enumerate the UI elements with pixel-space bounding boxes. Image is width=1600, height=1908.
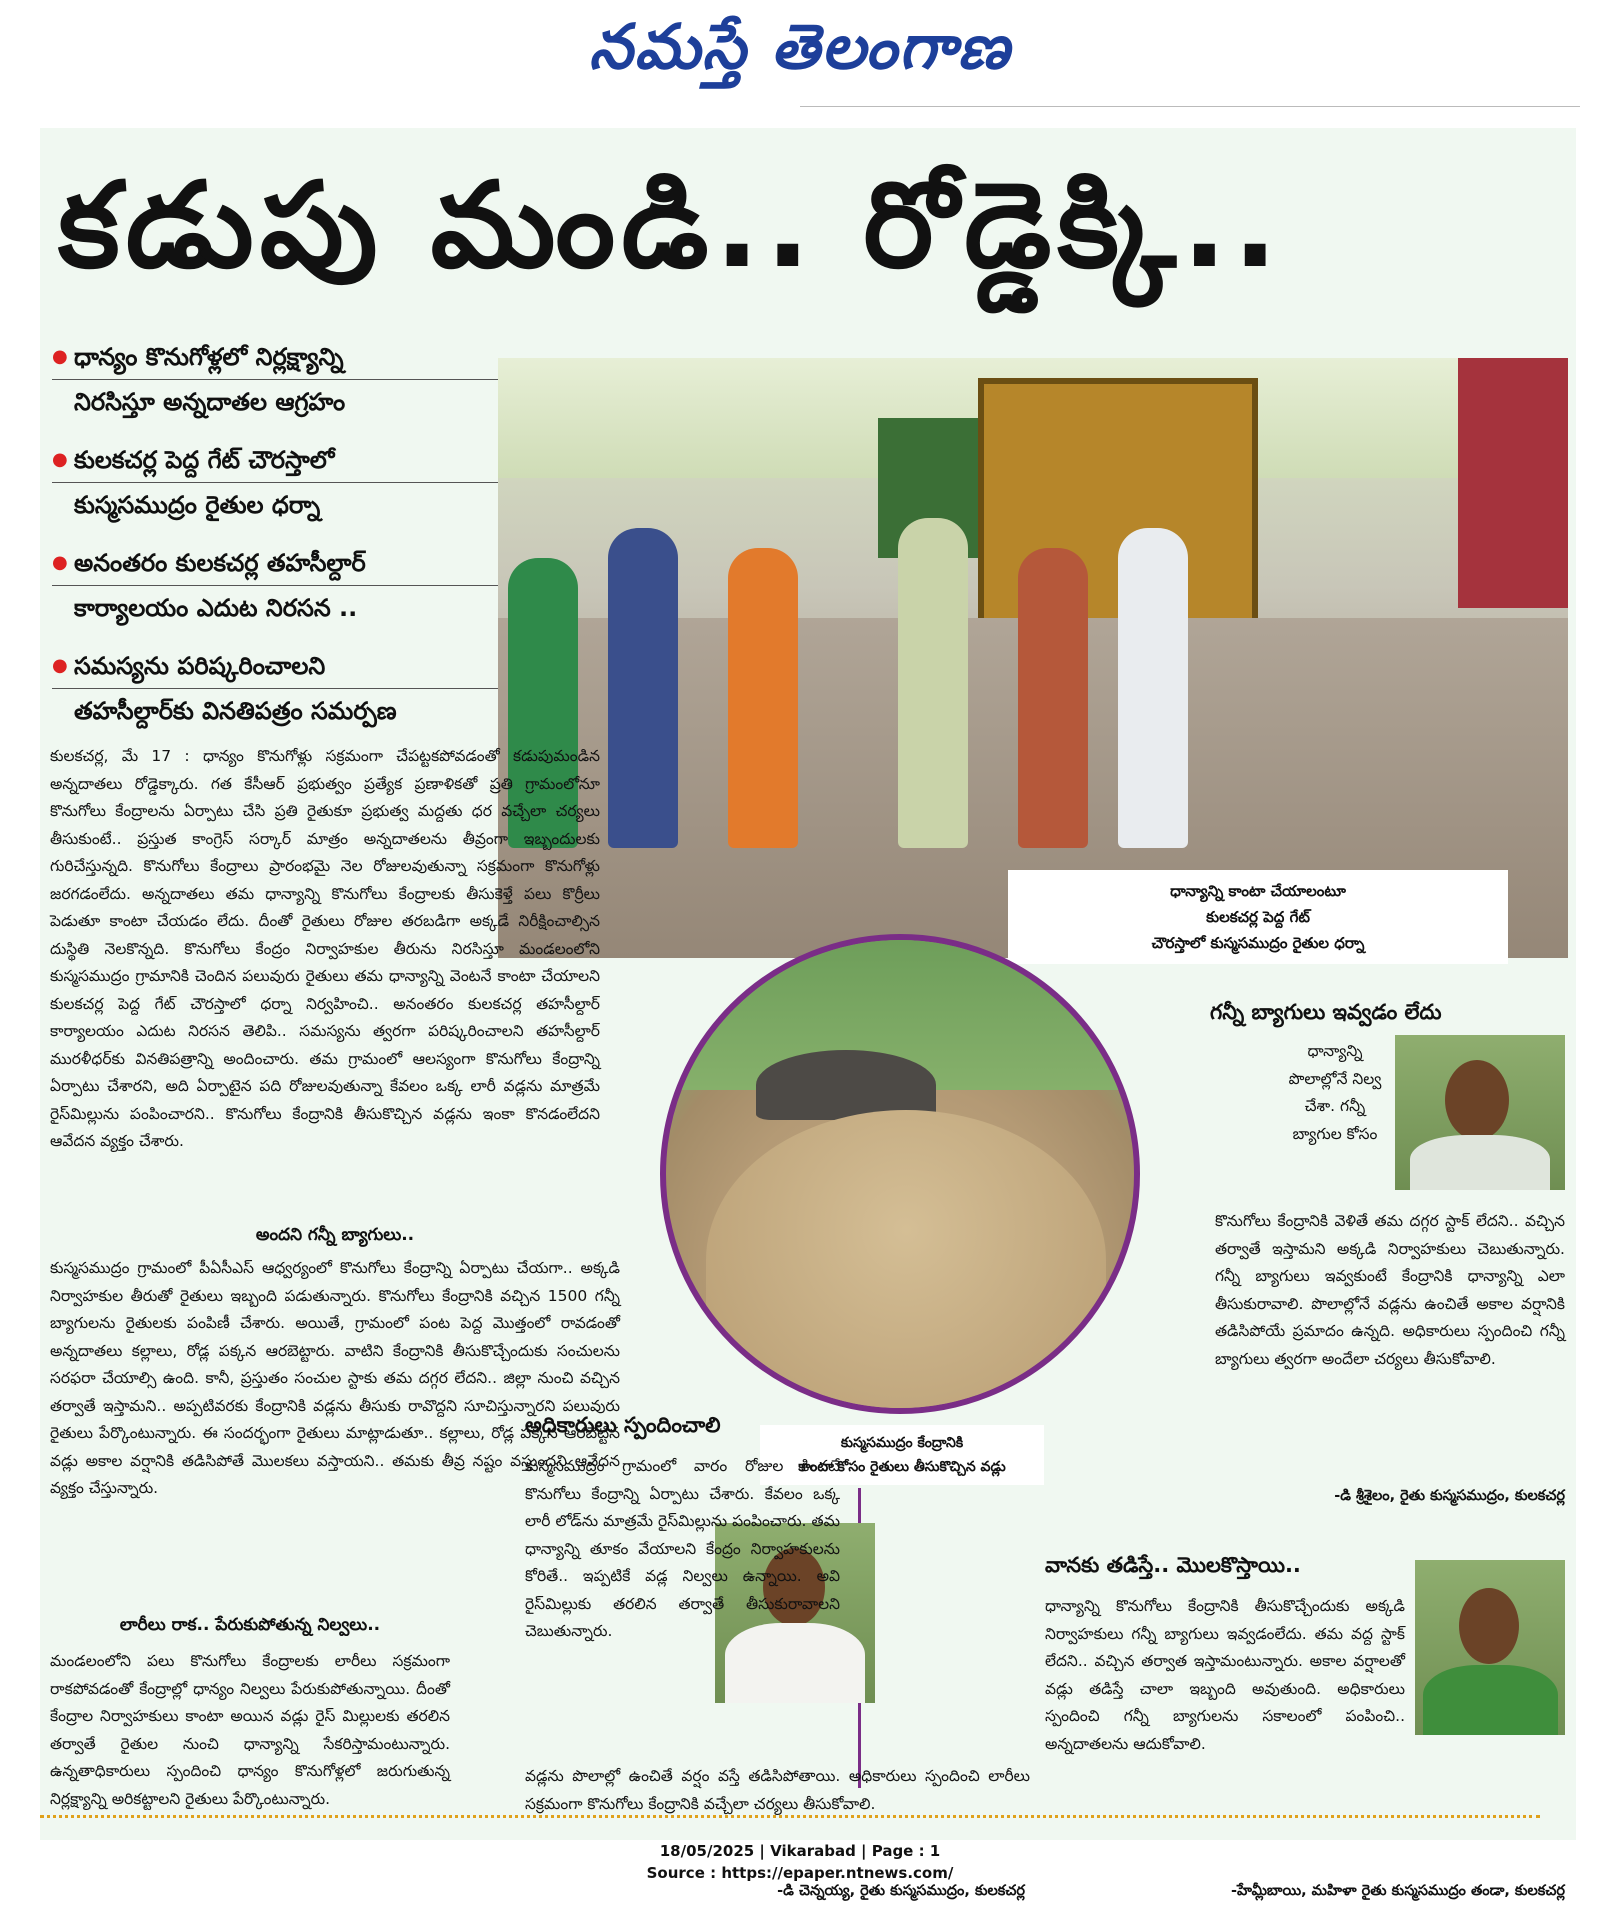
caption-line: చౌరస్తాలో కుస్మసముద్రం రైతుల ధర్నా — [1151, 934, 1365, 952]
masthead — [0, 0, 1600, 110]
photo-person — [728, 548, 798, 848]
bullet-line: కార్యాలయం ఎదుట నిరసన .. — [74, 594, 358, 622]
bullet-line: నిరసిస్తూ అన్నదాతల ఆగ్రహం — [74, 388, 346, 416]
farmer-portrait-1 — [1395, 1035, 1565, 1190]
headline: కడుపు మండి.. రోడ్డెక్కి.. — [58, 156, 1284, 294]
article-body-1 — [50, 743, 600, 1156]
bullet-line: ● ధాన్యం కొనుగోళ్లలో నిర్లక్ష్యాన్ని — [52, 335, 522, 380]
caption-line: కుస్మసముద్రం కేంద్రానికి — [840, 1435, 964, 1451]
subheading-1: అందని గన్నీ బ్యాగులు.. — [255, 1225, 415, 1245]
paddy-heap-photo — [660, 934, 1140, 1414]
box2-text: వడ్లను పొలాల్లో ఉంచితే వర్షం వస్తే తడిసిపోతాయి. అధికారులు స్పందించి లారీలు సక్రమంగా కొనుగోలు కేంద్రానికి వచ్చేలా చర్యలు తీసుకోవాలి. — [525, 1767, 1030, 1813]
bottom-dotted-rule — [40, 1815, 1540, 1818]
bullet-item — [52, 438, 522, 527]
box1-title: గన్నీ బ్యాగులు ఇవ్వడం లేదు — [1210, 1000, 1442, 1024]
portrait-shirt — [1423, 1665, 1558, 1735]
caption-line: కాంటా కోసం రైతులు తీసుకొచ్చిన వడ్లు — [798, 1459, 1006, 1475]
bullet-line: కుస్మసముద్రం రైతుల ధర్నా — [74, 491, 321, 519]
photo-person — [608, 528, 678, 848]
footer-source-link[interactable]: Source : https://epaper.ntnews.com/ — [646, 1864, 954, 1882]
footer-edition: 18/05/2025 | Vikarabad | Page : 1 — [659, 1842, 941, 1860]
farmer-portrait-3 — [1415, 1560, 1565, 1735]
portrait-face — [1459, 1588, 1519, 1664]
box3-text: ధాన్యాన్ని కొనుగోలు కేంద్రానికి తీసుకొచ్చేందుకు అక్కడి నిర్వాహకులు గన్నీ బ్యాగులు ఇవ్వడంలేదు. తమ వద్ద స్టాక్ లేదని.. వచ్చిన తర్వాత ఇస్తామంటున్నారు. అకాల వర్షాలతో వడ్లు తడిస్తే చాలా ఇబ్బంది అవుతుంది. అధికారులు స్పందించి గన్నీ బ్యాగులను సకాలంలో పంపించి.. అన్నదాతలను ఆదుకోవాలి. — [1045, 1597, 1405, 1753]
article-paragraph: కులకచర్ల, మే 17 : ధాన్యం కొనుగోళ్లు సక్రమంగా చేపట్టకపోవడంతో కడుపుమండిన అన్నదాతలు రోడ్డెక్కారు. గత కేసీఆర్ ప్రభుత్వం ప్రత్యేక ప్రణాళికతో ప్రతి గ్రామంలోనూ కొనుగోలు కేంద్రాలను ఏర్పాటు చేసి ప్రతి రైతుకూ ప్రభుత్వ మద్దతు ధర వచ్చేలా చర్యలు తీసుకుంటే.. ప్రస్తుత కాంగ్రెస్ సర్కార్ మాత్రం అన్నదాతలను తీవ్రంగా ఇబ్బందులకు గురిచేస్తున్నది. కొనుగోలు కేంద్రాలు ప్రారంభమై నెల రోజులవుతున్నా సక్రమంగా కొనుగోళ్లు జరగడంలేదు. అన్నదాతలు తమ ధాన్యాన్ని కొనుగోలు కేంద్రాలకు తీసుకెళ్తే పలు కొర్రీలు పెడుతూ కాంటా చేయడం లేదు. దీంతో రైతులు రోజుల తరబడిగా అక్కడే నిరీక్షించాల్సిన దుస్థితి నెలకొన్నది. కొనుగోలు కేంద్రం నిర్వాహకుల తీరును నిరసిస్తూ మండలంలోని కుస్మసముద్రం గ్రామానికి చెందిన పలువురు రైతులు తమ ధాన్యాన్ని వెంటనే కాంటా చేయాలని కులకచర్ల పెద్ద గేట్ చౌరస్తాలో ధర్నా నిర్వహించి.. అనంతరం కులకచర్ల తహసీల్దార్ కార్యాలయం ఎదుట నిరసన తెలిపి.. సమస్యను త్వరగా పరిష్కరించాలని తహసీల్దార్ మురళీధర్‌కు వినతిపత్రాన్ని అందించారు. తమ గ్రామంలో ఆలస్యంగా కొనుగోలు కేంద్రాన్ని ఏర్పాటు చేశారని, అది ఏర్పాటైన పది రోజులవుతున్నా కేవలం ఒక్క లారీ వడ్లను మాత్రమే రైస్‌మిల్లును పంపించారని.. కొనుగోలు కేంద్రానికి తీసుకొచ్చిన వడ్లను ఇంకా కొనడంలేదని ఆవేదన వ్యక్తం చేశారు. — [50, 747, 600, 1150]
bullet-line: తహసీల్దార్‌కు వినతిపత్రం సమర్పణ — [74, 697, 397, 725]
box2-title: అధికారులు స్పందించాలి — [525, 1413, 721, 1437]
caption-line: కులకచర్ల పెద్ద గేట్ — [1206, 908, 1310, 926]
photo-person — [1118, 528, 1188, 848]
masthead-rule — [800, 106, 1580, 107]
newspaper-logo: నమస్తే తెలంగాణ — [588, 10, 1012, 83]
bullet-item — [52, 335, 522, 424]
box3-title: వానకు తడిస్తే.. మొలకొస్తాయి.. — [1045, 1553, 1301, 1577]
box3-signature: -హేమ్లీబాయి, మహిళా రైతు కుస్మసముద్రం తండా, కులకచర్ల — [1231, 1883, 1565, 1899]
bullet-line: ● సమస్యను పరిష్కరించాలని — [52, 644, 522, 689]
box1-signature: -డి శ్రీశైలం, రైతు కుస్మసముద్రం, కులకచర్ల — [1334, 1488, 1565, 1504]
bullet-item — [52, 541, 522, 630]
portrait-shirt — [1410, 1135, 1550, 1190]
photo-paddy-pile — [706, 1110, 1106, 1410]
box2-text-narrow: కుస్మసముద్రం గ్రామంలో వారం రోజుల కిందటే కొనుగోలు కేంద్రాన్ని ఏర్పాటు చేశారు. కేవలం ఒక్క లారీ లోడ్‌ను మాత్రమే రైస్‌మిల్లును పంపించారు. తమ ధాన్యాన్ని తూకం వేయాలని కేంద్రం నిర్వాహకులను కోరితే.. ఇప్పటికే వడ్ల నిల్వలు ఉన్నాయి. అవి రైస్‌మిల్లుకు తరలిన తర్వాతే తీసుకురావాలని చెబుతున్నారు. — [525, 1457, 840, 1640]
subheading-2: లారీలు రాక.. పేరుకుపోతున్న నిల్వలు.. — [119, 1615, 381, 1635]
photo-person — [1018, 548, 1088, 848]
photo-person — [898, 518, 968, 848]
box1-text-narrow: ధాన్యాన్ని పొలాల్లోనే నిల్వ చేశా. గన్నీ బ్యాగుల కోసం — [1288, 1042, 1382, 1143]
article-paragraph: మండలంలోని పలు కొనుగోలు కేంద్రాలకు లారీలు సక్రమంగా రాకపోవడంతో కేంద్రాల్లో ధాన్యం నిల్వలు పేరుకుపోతున్నాయి. దీంతో కేంద్రాల నిర్వాహకులు కాంటా అయిన వడ్లు రైస్ మిల్లులకు తరలిన తర్వాతే రైతుల నుంచి ధాన్యాన్ని సేకరిస్తామంటున్నారు. ఉన్నతాధికారులు స్పందించి ధాన్యం కొనుగోళ్లలో జరుగుతున్న నిర్లక్ష్యాన్ని అరికట్టాలని రైతులు పేర్కొంటున్నారు. — [50, 1652, 450, 1808]
protest-photo — [498, 358, 1568, 958]
bullet-item — [52, 644, 522, 733]
box2-signature: -డి చెన్నయ్య, రైతు కుస్మసముద్రం, కులకచర్ల — [777, 1883, 1025, 1899]
footer — [0, 1840, 1600, 1884]
bullet-line: ● కులకచర్ల పెద్ద గేట్ చౌరస్తాలో — [52, 438, 522, 483]
photo-red-truck — [1458, 358, 1568, 608]
article-body-3 — [50, 1648, 450, 1813]
box1-text: కొనుగోలు కేంద్రానికి వెళితే తమ దగ్గర స్టాక్ లేదని.. వచ్చిన తర్వాతే ఇస్తామని అక్కడి నిర్వాహకులు చెబుతున్నారు. గన్నీ బ్యాగులు ఇవ్వకుంటే కేంద్రానికి ధాన్యాన్ని ఎలా తీసుకురావాలి. పొలాల్లోనే వడ్లను ఉంచితే అకాల వర్షానికి తడిసిపోయే ప్రమాదం ఉన్నది. అధికారులు స్పందించి గన్నీ బ్యాగులు త్వరగా అందేలా చర్యలు తీసుకోవాలి. — [1215, 1212, 1565, 1368]
caption-line: ధాన్యాన్ని కాంటా చేయాలంటూ — [1170, 882, 1346, 900]
highlight-bullets — [52, 335, 522, 747]
article-paragraph: కుస్మసముద్రం గ్రామంలో పీఏసీఎస్ ఆధ్వర్యంలో కొనుగోలు కేంద్రాన్ని ఏర్పాటు చేయగా.. అక్కడి నిర్వాహకుల తీరుతో రైతులు ఇబ్బంది పడుతున్నారు. కొనుగోలు కేంద్రానికి వచ్చిన 1500 గన్నీ బ్యాగులను రైతులకు పంపిణీ చేశారు. అయితే, గ్రామంలో పంట పెద్ద మొత్తంలో రావడంతో అన్నదాతలు కల్లాలు, రోడ్ల పక్కన ఆరబెట్టారు. వాటిని కేంద్రానికి తీసుకొచ్చేందుకు సంచులను సరఫరా చేయాల్సి ఉంది. కానీ, ప్రస్తుతం సంచుల స్టాకు తమ దగ్గర లేదని.. జిల్లా నుంచి వచ్చిన తర్వాతే ఇస్తామని.. అప్పటివరకు కేంద్రానికి వడ్లను తీసుకు రావొద్దని సూచిస్తున్నారని పలువురు రైతులు పేర్కొంటున్నారు. ఈ సందర్భంగా రైతులు మాట్లాడుతూ.. కల్లాలు, రోడ్ల పక్కన ఆరబెట్టిన వడ్లు అకాల వర్షానికి తడిసిపోతే మొలకలు వస్తాయని.. తమకు తీవ్ర నష్టం వస్తుందని ఆవేదన వ్యక్తం చేస్తున్నారు. — [50, 1259, 620, 1497]
bullet-line: ● అనంతరం కులకచర్ల తహసీల్దార్ — [52, 541, 522, 586]
portrait-face — [1445, 1060, 1509, 1140]
